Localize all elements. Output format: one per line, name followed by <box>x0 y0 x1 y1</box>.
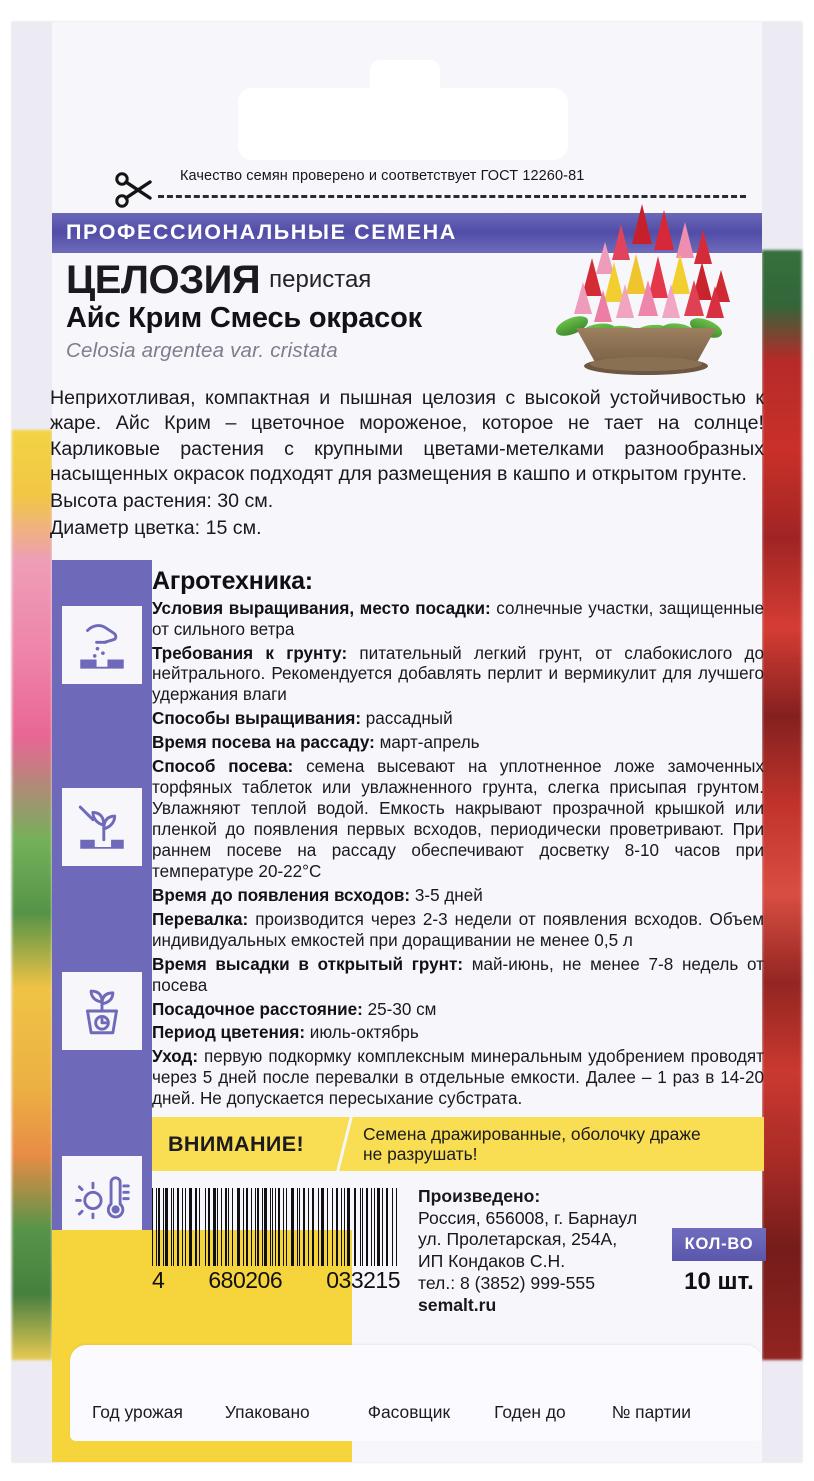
title-line-1 <box>66 260 536 300</box>
plant-height: Высота растения: 30 см. <box>50 490 274 513</box>
agro-icon-sidebar <box>52 560 152 1332</box>
agrotechnics-block <box>152 566 764 1113</box>
agro-row-sowing-method <box>152 757 764 883</box>
footer-label-best-before: Годен до <box>494 1401 566 1422</box>
agro-label: Период цветения: <box>152 1023 306 1043</box>
agro-row-planting-out-time <box>152 955 764 997</box>
agro-label: Время до появления всходов: <box>152 885 411 905</box>
barcode-ean13-icon <box>152 1188 400 1294</box>
footer-label-harvest-year: Год урожая <box>92 1401 183 1422</box>
producer-entity: ИП Кондаков С.Н. <box>418 1251 566 1272</box>
quantity-badge <box>672 1228 766 1261</box>
footer-label-row <box>70 1397 762 1427</box>
agrotechnics-heading: Агротехника: <box>152 567 313 595</box>
agro-value: июль-октябрь <box>305 1023 419 1043</box>
attention-message-line-2: не разрушать! <box>363 1144 478 1164</box>
genus-name: ЦЕЛОЗИЯ <box>66 258 261 302</box>
agro-label: Способ посева: <box>152 757 294 777</box>
barcode-lead-digit: 4 <box>152 1267 165 1293</box>
agro-row-flowering-period <box>152 1023 764 1044</box>
barcode-left-group: 680206 <box>208 1267 283 1293</box>
description-block <box>50 386 764 541</box>
producer-phone: тел.: 8 (3852) 999-555 <box>418 1272 595 1293</box>
scissors-icon <box>114 170 154 210</box>
banner-label: ПРОФЕССИОНАЛЬНЫЕ СЕМЕНА <box>66 220 457 244</box>
agro-label: Способы выращивания: <box>152 709 362 729</box>
agro-value: март-апрель <box>374 733 480 753</box>
agro-value: 3-5 дней <box>410 885 483 905</box>
left-edge-flower-photo-strip <box>12 430 52 1360</box>
agro-row-repotting <box>152 910 764 952</box>
agro-row-growing-methods <box>152 709 764 730</box>
producer-website[interactable]: semalt.ru <box>418 1294 497 1315</box>
quantity-badge-label: КОЛ-ВО <box>684 1235 754 1253</box>
barcode-bars <box>152 1188 400 1266</box>
attention-label: ВНИМАНИЕ! <box>168 1131 305 1156</box>
agro-label: Перевалка: <box>152 909 249 929</box>
agro-label: Условия выращивания, место посадки: <box>152 598 491 618</box>
celosia-planter-photo <box>520 198 775 378</box>
producer-address-line-1: Россия, 656008, г. Барнаул <box>418 1207 638 1228</box>
producer-info <box>418 1186 688 1316</box>
footer-label-packed: Упаковано <box>224 1401 310 1422</box>
agro-row-soil-requirements <box>152 644 764 707</box>
agro-row-sowing-time <box>152 733 764 754</box>
potted-plant-clock-icon <box>62 972 142 1050</box>
latin-name: Celosia argentea var. cristata <box>66 339 338 363</box>
variety-name: Айс Крим Смесь окрасок <box>66 302 422 334</box>
agro-value: производится через 2-3 недели от появления всходов. Объем индивидуальных емкостей при доращивании не менее 0,5 л <box>152 909 764 950</box>
attention-message <box>346 1124 701 1165</box>
agro-value: рассадный <box>361 709 453 729</box>
agro-row-planting-distance <box>152 1000 764 1021</box>
transplanting-seedling-icon <box>62 788 142 866</box>
agro-label: Посадочное расстояние: <box>152 999 363 1019</box>
producer-heading: Произведено: <box>418 1186 541 1206</box>
agro-value: семена высевают на уплотненное ложе замоченных торфяных таблеток или увлажненного грунта, слегка присыпая грунтом. Увлажняют теплой водой. Емкость накрывают прозрачной крышкой или пленкой до появления первых всходов, периодически проветривают. При раннем посеве на рассаду обеспечивают досветку 8-10 часов при температуре 20-22°C <box>152 757 764 881</box>
barcode-right-group: 033215 <box>326 1267 400 1293</box>
flower-diameter: Диаметр цветка: 15 см. <box>50 517 262 540</box>
agro-label: Уход: <box>152 1047 199 1067</box>
footer-label-batch-number: № партии <box>611 1401 691 1422</box>
agro-label: Требования к грунту: <box>152 643 348 663</box>
attention-bar <box>152 1117 764 1171</box>
agro-value: солнечные участки, защищенные от сильного ветра <box>152 598 764 639</box>
right-edge-flower-photo-strip <box>762 250 802 1360</box>
attention-message-line-1: Семена дражированные, оболочку драже <box>363 1123 701 1144</box>
product-title-block <box>66 260 536 363</box>
agro-value: первую подкормку комплексным минеральным удобрением проводят через 5 дней после перевалки в отдельные емкости. Далее – 1 раз в 14-20 дней. Не допускается пересыхание субстрата. <box>152 1047 764 1109</box>
barcode-digits <box>152 1267 400 1294</box>
agro-label: Время высадки в открытый грунт: <box>152 954 464 974</box>
hand-sowing-seeds-icon <box>62 606 142 684</box>
footer-stamp-card <box>70 1345 762 1441</box>
euro-hang-slot <box>238 88 568 160</box>
agro-label: Время посева на рассаду: <box>152 733 375 753</box>
agro-row-growing-conditions <box>152 599 764 641</box>
producer-address-line-2: ул. Пролетарская, 254А, <box>418 1229 618 1250</box>
agro-row-germination-time <box>152 886 764 907</box>
species-name: перистая <box>269 266 372 293</box>
agro-value: 25-30 см <box>362 999 437 1019</box>
footer-label-packer: Фасовщик <box>367 1401 451 1422</box>
sun-thermometer-icon <box>62 1156 142 1234</box>
gost-quality-note: Качество семян проверено и соответствует ГОСТ 12260-81 <box>180 168 585 184</box>
quantity-value: 10 шт. <box>684 1268 754 1295</box>
description-body: Неприхотливая, компактная и пышная целозия с высокой устойчивостью к жаре. Айс Крим – цветочное мороженое, которое не тает на солнце! Карликовые растения с крупными цветами-метелками разнообразных насыщенных окрасок подходят для размещения в кашпо и открытом грунте. <box>50 387 764 485</box>
agro-value: питательный легкий грунт, от слабокислого до нейтрального. Рекомендуется добавлять перлит и вермикулит для лучшего удержания влаги <box>152 643 764 705</box>
agro-row-care <box>152 1047 764 1110</box>
agro-value: май-июнь, не менее 7-8 недель от посева <box>152 954 764 995</box>
